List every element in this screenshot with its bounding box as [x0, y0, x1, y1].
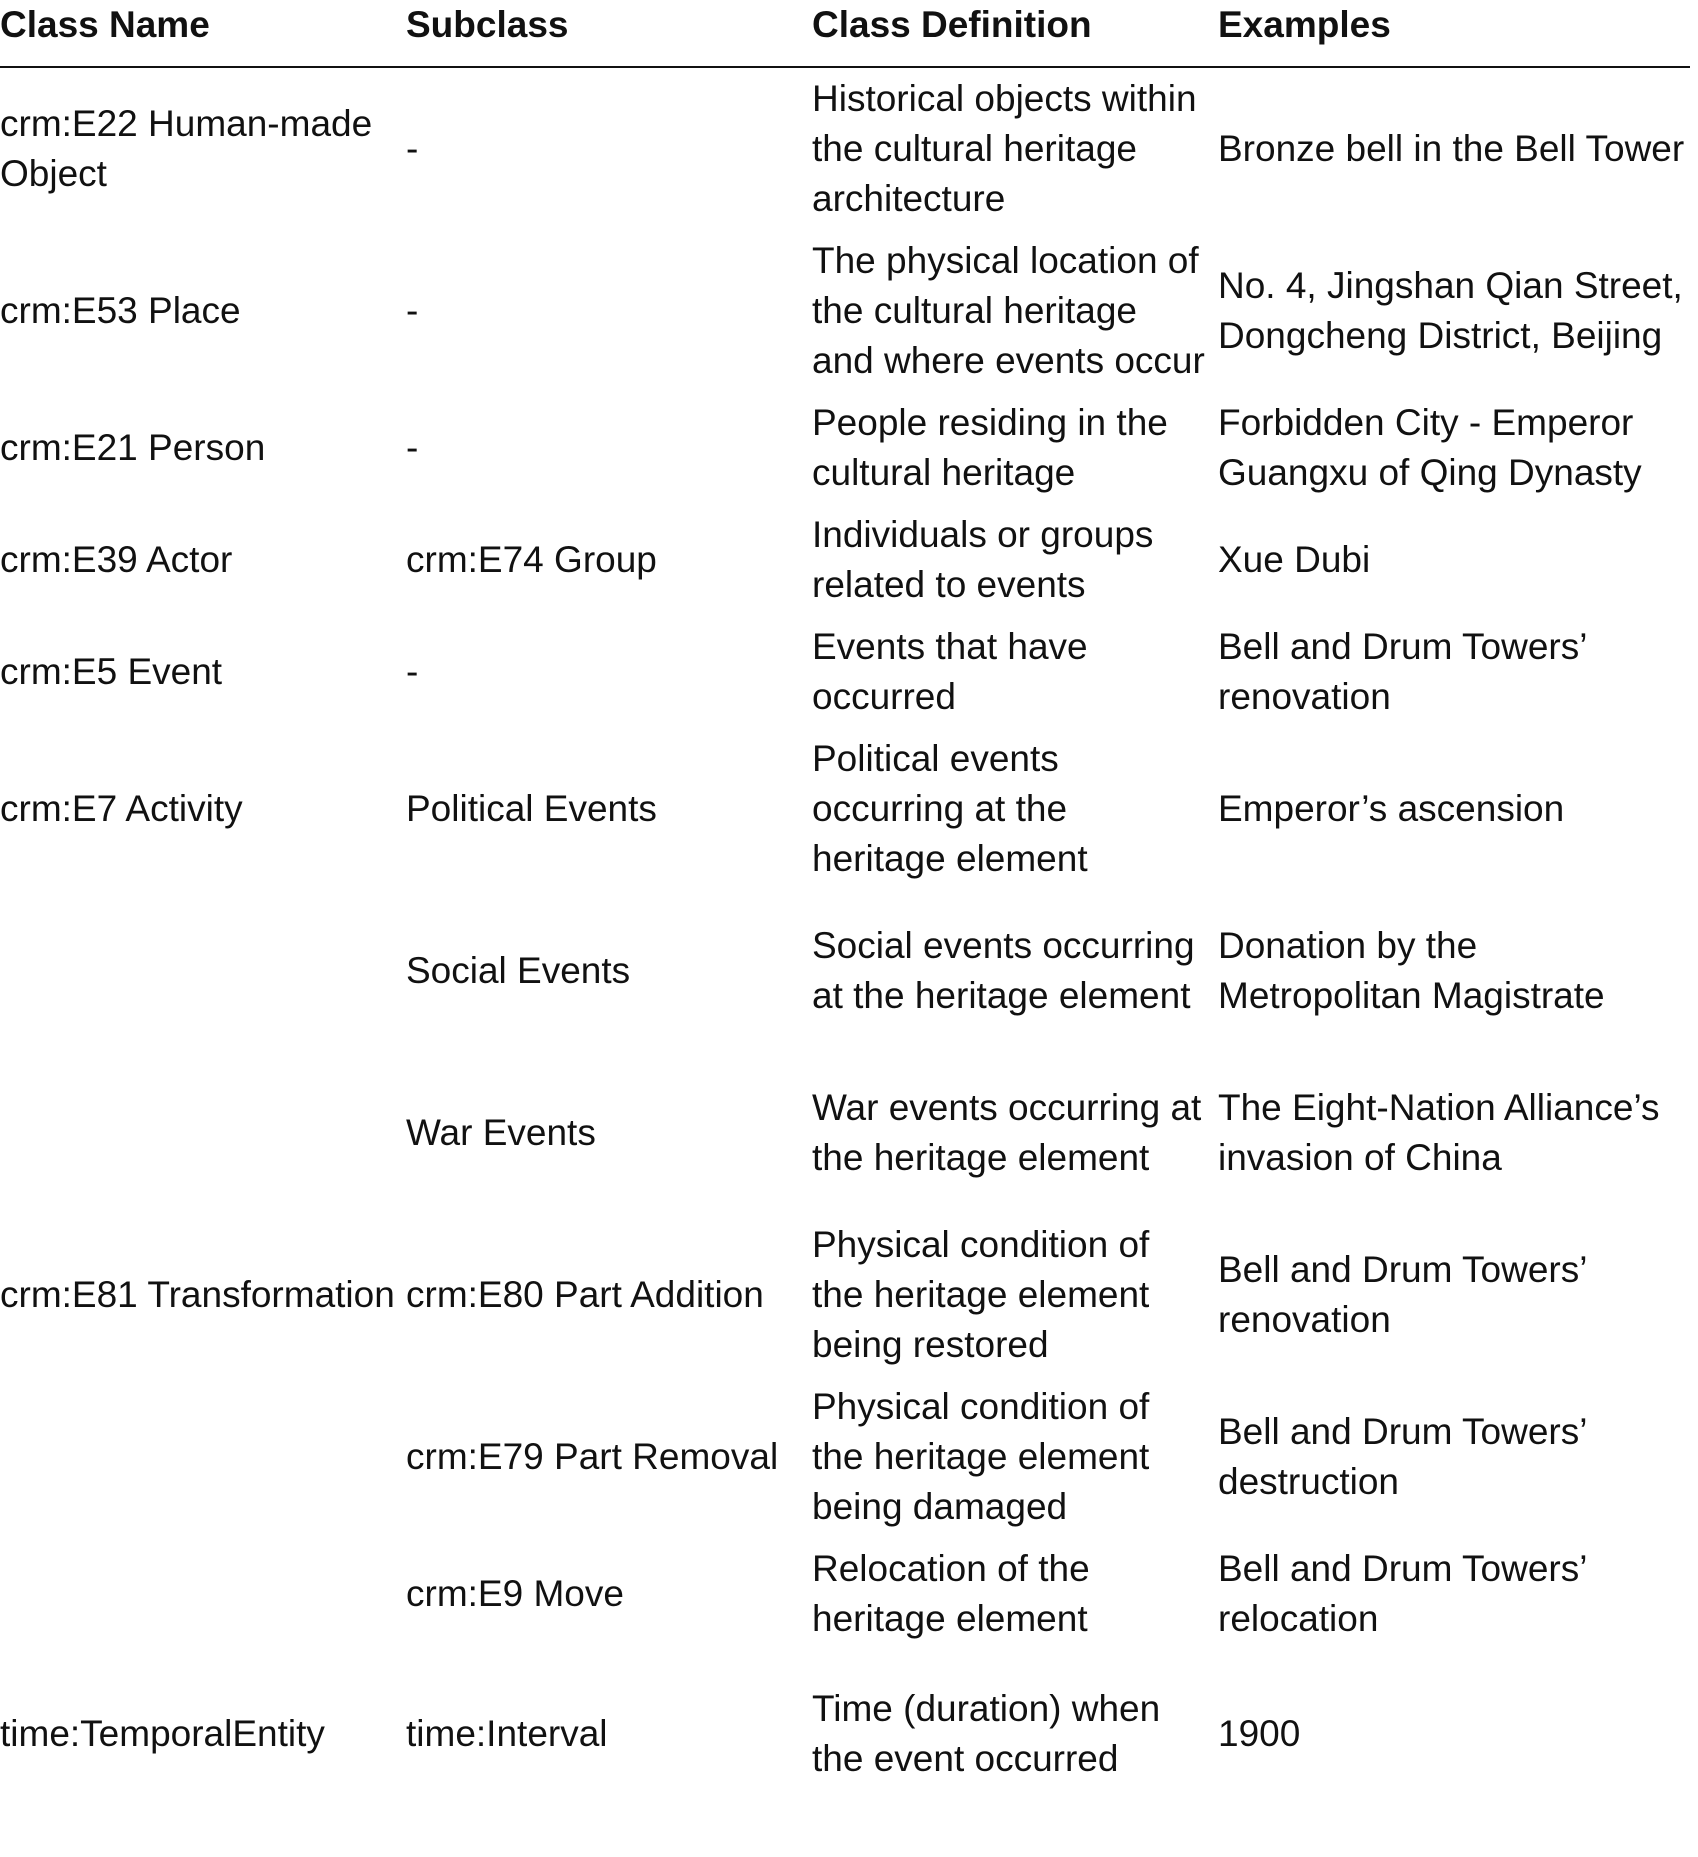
cell-example: Xue Dubi — [1218, 539, 1371, 580]
table-row — [0, 392, 1690, 504]
header-examples: Examples — [1218, 0, 1690, 67]
cell-example: Bell and Drum Towers’ relocation — [1218, 1548, 1587, 1639]
cell-example: The Eight-Nation Alliance’s invasion of China — [1218, 1087, 1660, 1178]
cell-subclass: Social Events — [406, 950, 631, 991]
cell-definition: Political events occurring at the heritage element — [812, 738, 1088, 879]
cell-example: Bronze bell in the Bell Tower — [1218, 128, 1685, 169]
table-row — [0, 890, 1690, 1052]
table-row — [0, 728, 1690, 890]
cell-subclass: time:Interval — [406, 1713, 608, 1754]
cell-class-name — [0, 1538, 406, 1650]
cell-definition: People residing in the cultural heritage — [812, 402, 1168, 493]
cell-class-name — [0, 1052, 406, 1214]
table-row — [0, 1376, 1690, 1538]
cell-definition: War events occurring at the heritage element — [812, 1087, 1202, 1178]
cell-definition: Relocation of the heritage element — [812, 1548, 1090, 1639]
cell-definition: Events that have occurred — [812, 626, 1088, 717]
cell-definition: Physical condition of the heritage element being restored — [812, 1224, 1150, 1365]
table-row — [0, 616, 1690, 728]
cell-class-name: crm:E39 Actor — [0, 539, 233, 580]
cell-example: Bell and Drum Towers’ destruction — [1218, 1411, 1587, 1502]
cell-class-name: crm:E81 Transformation — [0, 1274, 395, 1315]
cell-subclass: - — [406, 427, 419, 468]
table-row — [0, 1650, 1690, 1818]
table-row — [0, 230, 1690, 392]
cell-example: Donation by the Metropolitan Magistrate — [1218, 925, 1605, 1016]
cell-example: Forbidden City - Emperor Guangxu of Qing Dynasty — [1218, 402, 1642, 493]
cell-class-name: crm:E7 Activity — [0, 788, 243, 829]
cell-subclass: - — [406, 651, 419, 692]
cell-subclass: - — [406, 290, 419, 331]
cell-subclass: crm:E80 Part Addition — [406, 1274, 764, 1315]
cell-subclass: crm:E74 Group — [406, 539, 657, 580]
cell-definition: The physical location of the cultural heritage and where events occur — [812, 240, 1205, 381]
cell-example: Emperor’s ascension — [1218, 788, 1565, 829]
cell-class-name — [0, 890, 406, 1052]
cell-example: No. 4, Jingshan Qian Street, Dongcheng District, Beijing — [1218, 265, 1683, 356]
cell-definition: Social events occurring at the heritage element — [812, 925, 1195, 1016]
cell-class-name: time:TemporalEntity — [0, 1713, 325, 1754]
table-header-row — [0, 0, 1690, 67]
cell-class-name: crm:E22 Human-made Object — [0, 103, 373, 194]
cell-subclass: Political Events — [406, 788, 657, 829]
cell-definition: Individuals or groups related to events — [812, 514, 1154, 605]
cell-class-name — [0, 1376, 406, 1538]
cell-example: 1900 — [1218, 1713, 1301, 1754]
table-row — [0, 1052, 1690, 1214]
table-row — [0, 504, 1690, 616]
cell-class-name: crm:E53 Place — [0, 290, 241, 331]
cell-class-name: crm:E5 Event — [0, 651, 223, 692]
cell-subclass: crm:E79 Part Removal — [406, 1436, 779, 1477]
cell-definition: Historical objects within the cultural heritage architecture — [812, 78, 1197, 219]
header-class-name: Class Name — [0, 0, 406, 67]
table-row — [0, 1214, 1690, 1376]
cell-subclass: crm:E9 Move — [406, 1573, 624, 1614]
cell-subclass: - — [406, 128, 419, 169]
cell-definition: Physical condition of the heritage element being damaged — [812, 1386, 1150, 1527]
cell-definition: Time (duration) when the event occurred — [812, 1688, 1161, 1779]
header-class-definition: Class Definition — [812, 0, 1218, 67]
header-subclass: Subclass — [406, 0, 812, 67]
cell-example: Bell and Drum Towers’ renovation — [1218, 1249, 1587, 1340]
table-row — [0, 67, 1690, 230]
cell-subclass: War Events — [406, 1112, 596, 1153]
cell-class-name: crm:E21 Person — [0, 427, 266, 468]
table-row — [0, 1538, 1690, 1650]
cell-example: Bell and Drum Towers’ renovation — [1218, 626, 1587, 717]
